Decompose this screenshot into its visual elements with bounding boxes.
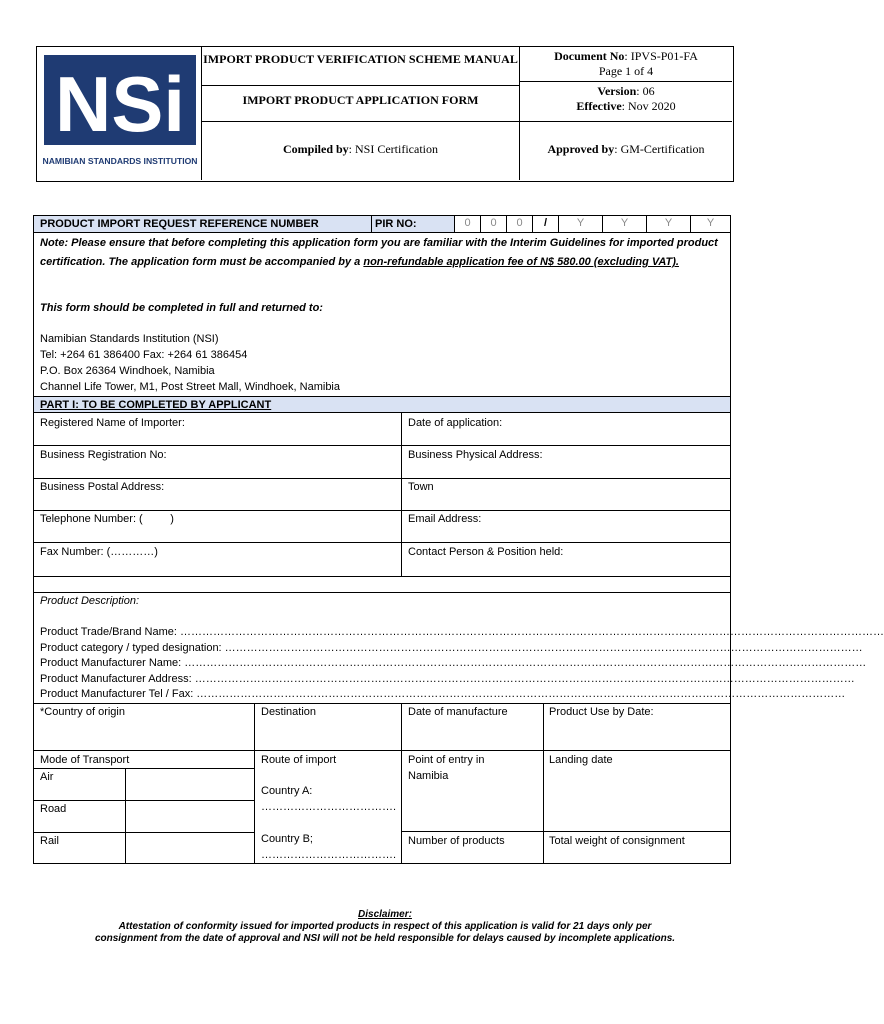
email-field[interactable]: Email Address: xyxy=(408,513,482,525)
product-description-heading: Product Description: xyxy=(40,595,140,607)
town-field[interactable]: Town xyxy=(408,481,434,493)
transport-road-label: Road xyxy=(40,803,67,815)
mode-of-transport-label: Mode of Transport xyxy=(40,754,130,766)
logo-cell xyxy=(37,47,202,180)
country-b-label: Country B; xyxy=(261,833,313,845)
header-title-cell xyxy=(202,47,520,180)
document-number: Document No: IPVS-P01-FA xyxy=(554,49,698,63)
pir-box[interactable]: Y xyxy=(690,216,730,232)
transport-rail-label: Rail xyxy=(40,835,59,847)
product-category-field[interactable]: Product category / typed designation: ………………………………………………………………………………………………………………………………………………………… xyxy=(40,642,863,654)
reference-label: PRODUCT IMPORT REQUEST REFERENCE NUMBER xyxy=(40,218,319,230)
note-line-1: Note: Please ensure that before completing this application form you are familiar with the Interim Guidelines for imported product xyxy=(40,237,718,249)
country-a-label: Country A: xyxy=(261,785,313,797)
address-org: Namibian Standards Institution (NSI) xyxy=(40,333,219,345)
address-po: P.O. Box 26364 Windhoek, Namibia xyxy=(40,365,215,377)
manufacturer-address-field[interactable]: Product Manufacturer Address: ……………………………………………………………………………………………………………………………………………………………… xyxy=(40,673,855,685)
application-fee: non-refundable application fee of N$ 580.00 (excluding VAT). xyxy=(363,256,679,268)
nsi-logo xyxy=(41,53,201,173)
address-street: Channel Life Tower, M1, Post Street Mall, Windhoek, Namibia xyxy=(40,381,340,393)
pir-box[interactable]: 0 xyxy=(454,216,480,232)
destination-field[interactable]: Destination xyxy=(261,706,317,718)
form-title: IMPORT PRODUCT APPLICATION FORM xyxy=(242,93,479,107)
scheme-title: IMPORT PRODUCT VERIFICATION SCHEME MANUAL xyxy=(203,52,518,66)
application-date-field[interactable]: Date of application: xyxy=(408,417,503,429)
logo-subtitle: NAMIBIAN STANDARDS INSTITUTION xyxy=(42,156,198,166)
use-by-date-field[interactable]: Product Use by Date: xyxy=(549,706,654,718)
compiled-by: Compiled by: NSI Certification xyxy=(282,142,438,156)
country-a-field[interactable]: ………………………………. xyxy=(261,801,397,813)
page-number: Page 1 of 4 xyxy=(598,64,654,78)
brand-name-field[interactable]: Product Trade/Brand Name: ………………………………………………………………………………………………………………………………………………………………………… xyxy=(40,626,884,638)
pir-box[interactable]: 0 xyxy=(506,216,532,232)
header-meta-cell xyxy=(520,47,732,180)
manufacture-date-field[interactable]: Date of manufacture xyxy=(408,706,508,718)
part1-title: PART I: TO BE COMPLETED BY APPLICANT xyxy=(40,399,272,411)
telephone-field[interactable]: Telephone Number: ( ) xyxy=(40,513,174,525)
disclaimer-line-2: consignment from the date of approval and NSI will not be held responsible for delays caused by incomplete applications. xyxy=(94,933,676,944)
pir-box[interactable]: Y xyxy=(646,216,690,232)
transport-air-label: Air xyxy=(40,771,54,783)
fax-field[interactable]: Fax Number: (…………) xyxy=(40,546,158,558)
disclaimer-line-1: Attestation of conformity issued for imported products in respect of this application is valid for 21 days only per xyxy=(118,921,652,932)
transport-road-box[interactable] xyxy=(125,801,254,832)
approved-by: Approved by: GM-Certification xyxy=(547,142,705,156)
route-of-import-label: Route of import xyxy=(261,754,337,766)
transport-rail-box[interactable] xyxy=(125,833,254,864)
application-form xyxy=(33,215,884,864)
disclaimer-title: Disclaimer: xyxy=(358,909,412,920)
business-physical-address-field[interactable]: Business Physical Address: xyxy=(408,449,543,461)
landing-date-field[interactable]: Landing date xyxy=(549,754,613,766)
importer-name-field[interactable]: Registered Name of Importer: xyxy=(40,417,185,429)
return-instruction: This form should be completed in full and returned to: xyxy=(40,302,323,314)
entry-point-label-1: Point of entry in xyxy=(408,754,485,766)
manufacturer-name-field[interactable]: Product Manufacturer Name: …………………………………………………………………………………………………………………………………………………………………… xyxy=(40,657,867,669)
version: Version: 06 xyxy=(597,84,655,98)
total-weight-field[interactable]: Total weight of consignment xyxy=(549,835,685,847)
pir-box[interactable]: Y xyxy=(558,216,602,232)
document-header xyxy=(36,46,734,182)
transport-air-box[interactable] xyxy=(125,769,254,800)
country-b-field[interactable]: ………………………………. xyxy=(261,849,397,861)
number-of-products-field[interactable]: Number of products xyxy=(408,835,505,847)
pir-box[interactable]: / xyxy=(532,216,558,232)
entry-point-label-2[interactable]: Namibia xyxy=(408,770,449,782)
pir-box[interactable]: 0 xyxy=(480,216,506,232)
effective-date: Effective: Nov 2020 xyxy=(576,99,676,113)
contact-person-field[interactable]: Contact Person & Position held: xyxy=(408,546,564,558)
manufacturer-tel-field[interactable]: Product Manufacturer Tel / Fax: …………………………………………………………………………………………………………………………………………………………… xyxy=(40,688,846,700)
business-postal-address-field[interactable]: Business Postal Address: xyxy=(40,481,165,493)
pir-label: PIR NO: xyxy=(375,218,417,230)
address-tel: Tel: +264 61 386400 Fax: +264 61 386454 xyxy=(40,349,248,361)
country-of-origin-field[interactable]: *Country of origin xyxy=(40,706,125,718)
pir-box[interactable]: Y xyxy=(602,216,646,232)
business-registration-field[interactable]: Business Registration No: xyxy=(40,449,167,461)
note-line-2: certification. The application form must be accompanied by a non-refundable application fee of N$ 580.00 (excluding VAT). xyxy=(40,256,679,268)
logo-text: NSi xyxy=(54,60,186,148)
